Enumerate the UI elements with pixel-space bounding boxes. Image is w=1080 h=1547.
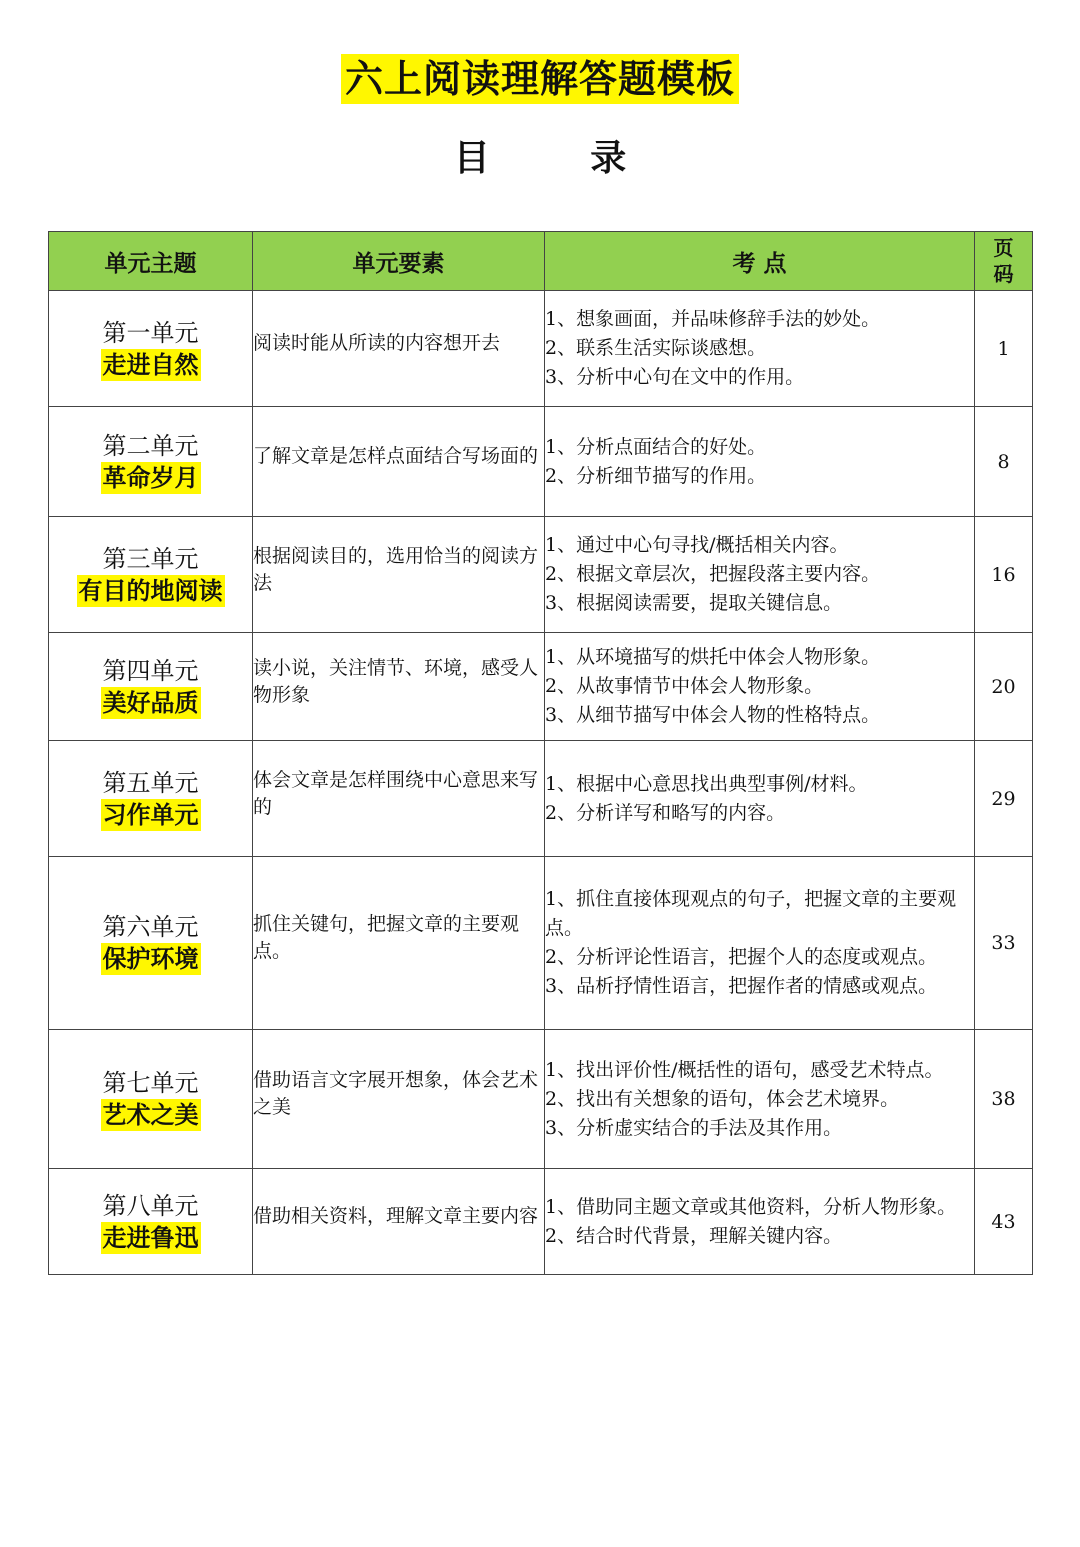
point-item: 2、分析细节描写的作用。 [545,464,767,487]
point-item: 1、通过中心句寻找/概括相关内容。 [545,534,849,556]
unit-element-text: 阅读时能从所读的内容想开去 [253,332,501,354]
points-cell [545,857,975,1030]
unit-element-text: 读小说，关注情节、环境，感受人物形象 [253,656,539,706]
unit-cell [49,291,253,407]
unit-element-cell [253,857,545,1030]
point-item: 3、从细节描写中体会人物的性格特点。 [545,704,881,726]
point-item: 1、借助同主题文章或其他资料，分析人物形象。 [545,1195,957,1218]
unit-number: 第七单元 [102,1069,199,1097]
header-unit-element: 单元要素 [253,232,545,291]
page-number: 8 [975,407,1033,517]
unit-element-text: 体会文章是怎样围绕中心意思来写的 [253,768,539,818]
points-cell [545,741,975,857]
page-number: 38 [975,1030,1033,1169]
unit-number: 第五单元 [102,768,199,797]
toc-table [48,231,1033,1275]
page-number: 43 [975,1169,1033,1275]
point-item: 2、找出有关想象的语句，体会艺术境界。 [545,1087,900,1110]
unit-element-cell [253,1169,545,1275]
point-item: 3、分析虚实结合的手法及其作用。 [545,1116,843,1139]
point-item: 2、结合时代背景，理解关键内容。 [545,1224,843,1247]
point-item: 1、找出评价性/概括性的语句，感受艺术特点。 [545,1058,944,1081]
point-item: 1、根据中心意思找出典型事例/材料。 [545,772,868,795]
unit-theme: 走进鲁迅 [102,1223,199,1252]
unit-element-cell [253,517,545,633]
points-cell [545,1030,975,1169]
table-row [49,741,1033,857]
unit-cell [49,1030,253,1169]
table-body [49,291,1033,1275]
title-wrap [0,54,1080,104]
unit-element-cell [253,407,545,517]
points-cell [545,517,975,633]
point-item: 2、根据文章层次，把握段落主要内容。 [545,563,881,585]
unit-element-cell [253,633,545,741]
page-number: 20 [975,633,1033,741]
point-item: 1、抓住直接体现观点的句子，把握文章的主要观点。 [545,888,957,939]
table-row [49,633,1033,741]
unit-cell [49,1169,253,1275]
point-item: 3、品析抒情性语言，把握作者的情感或观点。 [545,975,938,997]
page-number: 33 [975,857,1033,1030]
unit-number: 第二单元 [102,431,199,460]
header-unit-theme: 单元主题 [49,232,253,291]
points-cell [545,291,975,407]
table-row [49,517,1033,633]
header-points: 考 点 [545,232,975,291]
unit-element-text: 了解文章是怎样点面结合写场面的 [253,445,539,467]
unit-element-cell [253,741,545,857]
unit-theme: 习作单元 [102,800,199,829]
header-page: 页 码 [975,232,1033,291]
point-item: 3、分析中心句在文中的作用。 [545,366,805,388]
unit-theme: 美好品质 [102,688,199,717]
table-row [49,291,1033,407]
unit-cell [49,633,253,741]
unit-element-text: 借助语言文字展开想象，体会艺术之美 [253,1069,539,1118]
unit-number: 第四单元 [102,656,199,685]
unit-theme: 保护环境 [102,945,199,973]
unit-cell [49,517,253,633]
unit-number: 第六单元 [102,913,199,941]
points-cell [545,633,975,741]
table-row [49,1030,1033,1169]
unit-theme: 革命岁月 [102,463,199,492]
point-item: 2、分析评论性语言，把握个人的态度或观点。 [545,946,938,968]
unit-number: 第三单元 [102,544,199,573]
unit-theme: 艺术之美 [102,1101,199,1129]
table-row [49,857,1033,1030]
unit-element-text: 抓住关键句，把握文章的主要观点。 [253,913,520,962]
unit-number: 第八单元 [102,1191,199,1220]
point-item: 2、分析详写和略写的内容。 [545,801,786,824]
page-number: 29 [975,741,1033,857]
point-item: 1、从环境描写的烘托中体会人物形象。 [545,646,881,668]
unit-element-cell [253,291,545,407]
unit-number: 第一单元 [102,318,199,347]
points-cell [545,407,975,517]
document-title: 六上阅读理解答题模板 [341,54,739,104]
unit-theme: 有目的地阅读 [78,576,223,605]
page-number: 16 [975,517,1033,633]
table-header-row [49,232,1033,291]
point-item: 1、分析点面结合的好处。 [545,435,767,458]
point-item: 3、根据阅读需要，提取关键信息。 [545,592,843,614]
point-item: 1、想象画面，并品味修辞手法的妙处。 [545,308,881,330]
points-cell [545,1169,975,1275]
page-number: 1 [975,291,1033,407]
point-item: 2、从故事情节中体会人物形象。 [545,675,824,697]
unit-cell [49,857,253,1030]
table-row [49,407,1033,517]
unit-theme: 走进自然 [102,350,199,379]
toc-heading: 目 录 [453,138,671,179]
unit-element-text: 根据阅读目的，选用恰当的阅读方法 [253,544,539,594]
unit-element-cell [253,1030,545,1169]
point-item: 2、联系生活实际谈感想。 [545,337,767,359]
table-row [49,1169,1033,1275]
unit-element-text: 借助相关资料，理解文章主要内容 [253,1205,539,1227]
unit-cell [49,741,253,857]
unit-cell [49,407,253,517]
